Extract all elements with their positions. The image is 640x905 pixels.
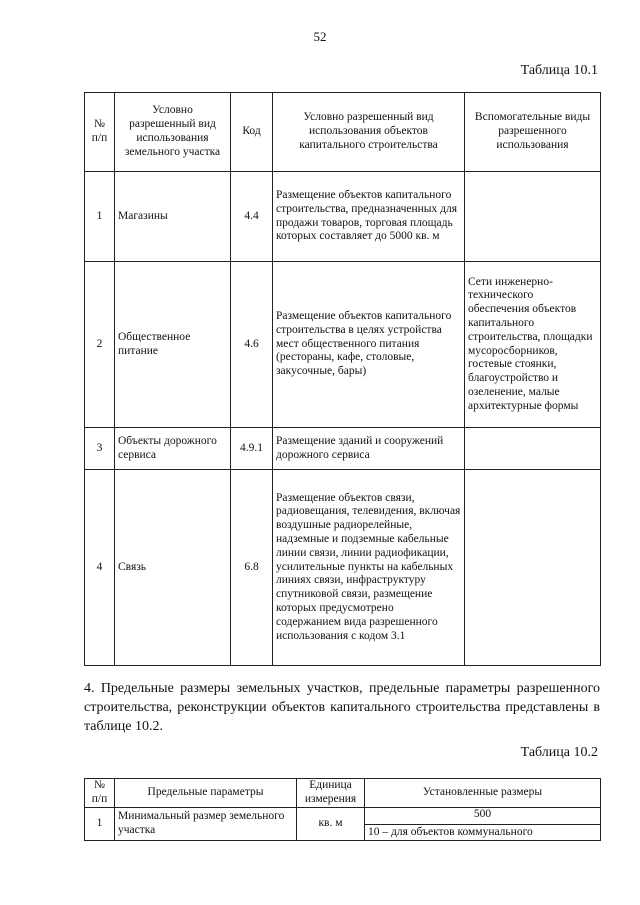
table-row [85,428,601,470]
limit-parameters-table [84,778,601,841]
row-code: 4.9.1 [231,428,273,470]
row-sizes [365,808,601,841]
size-note: 10 – для объектов коммунального [368,825,533,838]
table-row [85,262,601,428]
row-param: Минимальный размер земельного участка [115,808,297,841]
size-main: 500 [365,808,600,825]
row-unit: кв. м [297,808,365,841]
header-num: № п/п [85,93,115,172]
table-header-row [85,93,601,172]
page-number: 52 [313,29,327,44]
row-object-use: Размещение зданий и сооружений дорожного сервиса [273,428,465,470]
row-code: 4.4 [231,172,273,262]
row-code: 6.8 [231,470,273,666]
table-row [85,470,601,666]
row-aux [465,428,601,470]
row-aux: Сети инженерно-технического обеспечения объектов капитального строительства, площадки мусоросборников, гостевые стоянки, благоустройство и озеленение, малые архитектурные формы [465,262,601,428]
row-num: 2 [85,262,115,428]
table-10-2-caption: Таблица 10.2 [520,745,598,760]
header-sizes: Установленные размеры [365,779,601,808]
row-num: 3 [85,428,115,470]
row-num: 4 [85,470,115,666]
body-paragraph: 4. Предельные размеры земельных участков, предельные параметры разрешенного строительства, реконструкции объектов капитального строительства представлены в таблице 10.2. [84,681,600,734]
header-code: Код [231,93,273,172]
table-10-1-caption: Таблица 10.1 [520,63,598,78]
header-param: Предельные параметры [115,779,297,808]
header-aux: Вспомогательные виды разрешенного использования [465,93,601,172]
row-use: Связь [115,470,231,666]
row-object-use: Размещение объектов капитального строительства в целях устройства мест общественного питания (рестораны, кафе, столовые, закусочные, бары) [273,262,465,428]
row-use: Объекты дорожного сервиса [115,428,231,470]
table-row [85,172,601,262]
header-unit: Единица измерения [297,779,365,808]
header-num: № п/п [85,779,115,808]
row-num: 1 [85,172,115,262]
table-header-row [85,779,601,808]
row-aux [465,172,601,262]
header-object-use: Условно разрешенный вид использования объектов капитального строительства [273,93,465,172]
row-use: Общественное питание [115,262,231,428]
table-row [85,808,601,841]
row-num: 1 [85,808,115,841]
row-code: 4.6 [231,262,273,428]
row-object-use: Размещение объектов связи, радиовещания, телевидения, включая воздушные радиорелейные, надземные и подземные кабельные линии связи, линии радиофикации, усилительные пункты на кабельных линиях связи, инфраструктуру спутниковой связи, размещение которых предусмотрено содержанием вида разрешенного использования с кодом 3.1 [273,470,465,666]
row-aux [465,470,601,666]
permitted-use-table [84,92,601,666]
row-use: Магазины [115,172,231,262]
header-use: Условно разрешенный вид использования земельного участка [115,93,231,172]
row-object-use: Размещение объектов капитального строительства, предназначенных для продажи товаров, торговая площадь которых составляет до 5000 кв. м [273,172,465,262]
